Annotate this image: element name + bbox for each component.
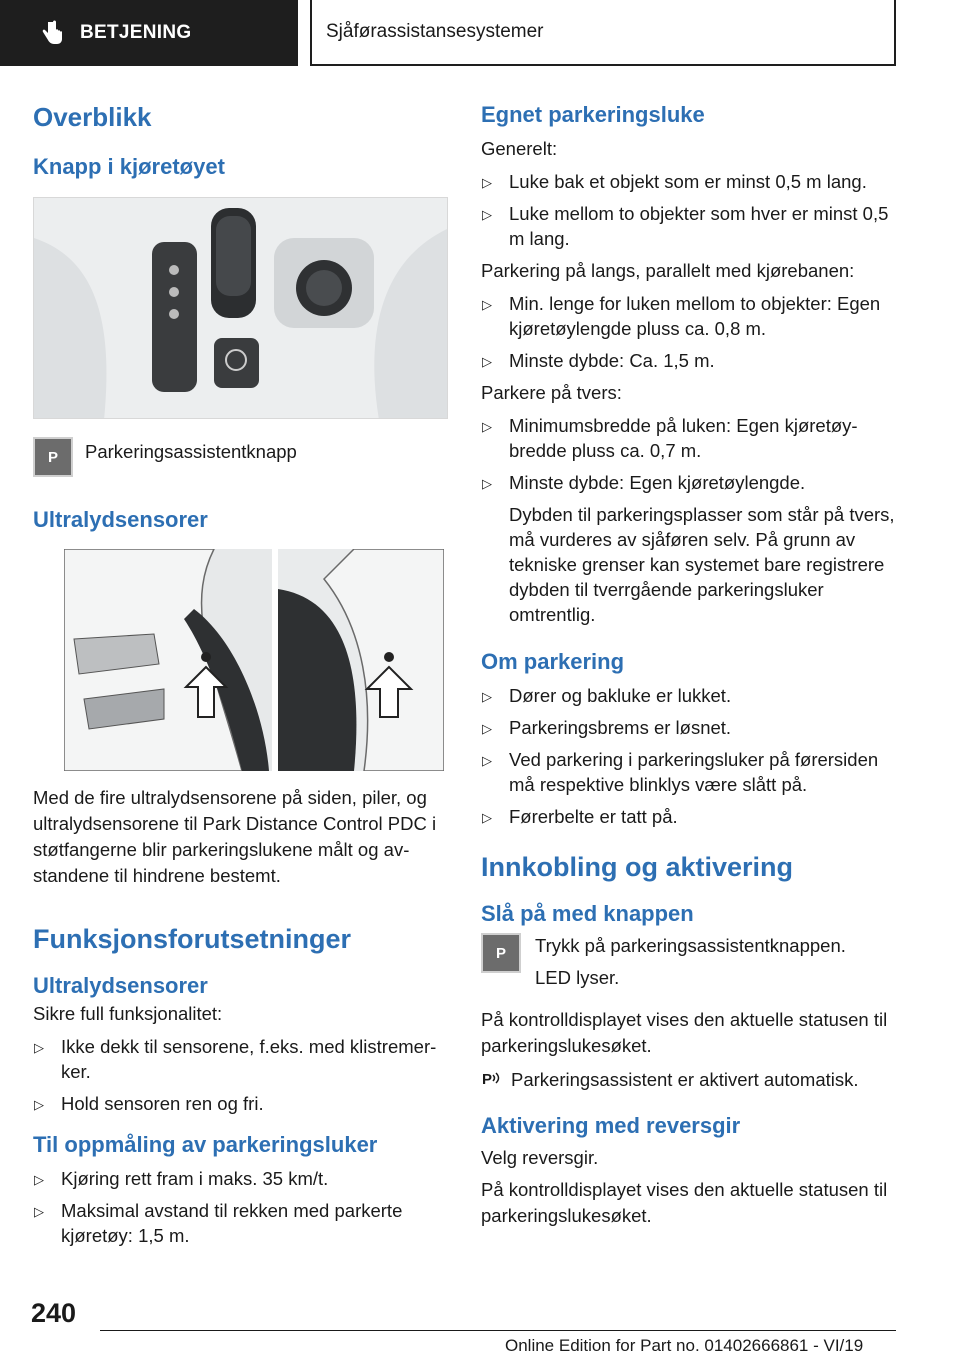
triangle-bullet-icon: ▷ (482, 476, 492, 491)
button-on-step2: LED lyser. (535, 967, 620, 988)
right-column (481, 100, 896, 1229)
reverse-text2: På kontrolldisplayet vises den aktuelle statusen til parkeringslukesøket. (481, 1179, 888, 1226)
list-item: ▷ Maksimal avstand til rekken med parkerte kjøretøy: 1,5 m. (34, 1200, 403, 1246)
button-caption: Parkeringsassistentknapp (85, 441, 297, 462)
reverse-text1: Velg reversgir. (481, 1147, 599, 1168)
section-label: BETJENING (80, 22, 192, 43)
list-item: ▷ Førerbelte er tatt på. (481, 804, 896, 829)
page-header (0, 0, 960, 66)
list-item: ▷ Minste dybde: Ca. 1,5 m. (481, 348, 896, 373)
cross-label: Parkere på tvers: (481, 382, 622, 403)
measure-list (33, 1166, 448, 1248)
general-list (481, 169, 896, 251)
function-list (33, 1034, 448, 1116)
triangle-bullet-icon: ▷ (34, 1172, 44, 1187)
button-legend (33, 437, 448, 477)
triangle-bullet-icon: ▷ (482, 689, 492, 704)
triangle-bullet-icon: ▷ (482, 207, 492, 222)
chapter-title: Sjåførassistansesystemer (326, 21, 544, 42)
triangle-bullet-icon: ▷ (482, 297, 492, 312)
list-item: ▷ Minste dybde: Egen kjøretøylengde. (481, 470, 896, 495)
triangle-bullet-icon: ▷ (482, 354, 492, 369)
parallel-label: Parkering på langs, parallelt med kjørebanen: (481, 260, 855, 281)
chapter-header (310, 0, 896, 66)
center-console-illustration (34, 198, 448, 419)
parking-assist-icon: P (481, 933, 521, 973)
sensor-photo (64, 549, 444, 771)
triangle-bullet-icon: ▷ (482, 810, 492, 825)
left-column (33, 100, 448, 1255)
active-text: Parkeringsassistent er aktivert automatisk. (511, 1069, 859, 1090)
parallel-list (481, 291, 896, 373)
triangle-bullet-icon: ▷ (34, 1040, 44, 1055)
triangle-bullet-icon: ▷ (482, 753, 492, 768)
list-item: ▷ Parkeringsbrems er løsnet. (481, 715, 896, 740)
ultrasonic-heading: Ultralydsensorer (33, 507, 208, 532)
function-subheading: Ultralydsensorer (33, 973, 208, 998)
list-item: ▷ Luke mellom to objekter som hver er minst 0,5 m lang. (482, 203, 889, 249)
button-heading: Knapp i kjøretøyet (33, 154, 225, 179)
button-on-step1: Trykk på parkeringsassistentknappen. (535, 935, 846, 956)
list-item: ▷ Dører og bakluke er lukket. (481, 683, 896, 708)
svg-text:P: P (482, 1071, 493, 1088)
list-item: ▷ Minimumsbredde på luken: Egen kjøretøybredde pluss ca. 0,7 m. (482, 415, 858, 461)
active-status (481, 1067, 896, 1093)
page-number: 240 (31, 1298, 77, 1328)
status-text: På kontrolldisplayet vises den aktuelle statusen til parkeringslukesøket. (481, 1009, 888, 1056)
function-heading: Funksjonsforutsetninger (33, 924, 352, 954)
ultrasonic-text: Med de fire ultralydsensorene på siden, piler, og ultralydsensorene til Park Distance Control PDC i støtfangerne blir parkeringslukene målt og avstandene til hindrene bestemt. (33, 787, 437, 886)
general-label: Generelt: (481, 138, 558, 159)
footer-divider (100, 1330, 896, 1331)
list-item: ▷ Hold sensoren ren og fri. (33, 1091, 448, 1116)
console-photo (33, 197, 448, 419)
triangle-bullet-icon: ▷ (34, 1204, 44, 1219)
parking-assist-icon: P (33, 437, 73, 477)
measure-heading: Til oppmåling av parkeringsluker (33, 1132, 378, 1157)
car-sensor-illustration (64, 549, 444, 771)
triangle-bullet-icon: ▷ (482, 721, 492, 736)
list-item: ▷ Ved parkering i parkeringsluker på førersiden må respektive blinklys være slått på. (482, 749, 879, 795)
triangle-bullet-icon: ▷ (482, 175, 492, 190)
button-on-step (481, 933, 896, 991)
parking-active-icon (481, 1067, 503, 1089)
suitable-heading: Egnet parkeringsluke (481, 102, 705, 127)
cross-list (481, 413, 896, 495)
list-item: ▷ Kjøring rett fram i maks. 35 km/t. (33, 1166, 448, 1191)
edition-text: Online Edition for Part no. 01402666861 - VI/19 (505, 1336, 864, 1355)
overview-heading: Overblikk (33, 102, 152, 132)
cross-note: Dybden til parkeringsplasser som står på tvers, må vurderes av sjåføren selv. På grunn av tekniske grenser kan systemet bare registrere dybden til tverrgående parkeringsluker omtrentlig. (509, 504, 895, 625)
list-item: ▷ Luke bak et objekt som er minst 0,5 m lang. (481, 169, 896, 194)
about-list (481, 683, 896, 829)
list-item: ▷ Ikke dekk til sensorene, f.eks. med klistremerker. (34, 1036, 437, 1082)
triangle-bullet-icon: ▷ (34, 1097, 44, 1112)
triangle-bullet-icon: ▷ (482, 419, 492, 434)
list-item: ▷ Min. lenge for luken mellom to objekter: Egen kjøretøylengde pluss ca. 0,8 m. (482, 293, 881, 339)
activation-heading: Innkobling og aktivering (481, 852, 794, 882)
function-intro: Sikre full funksjonalitet: (33, 1003, 223, 1024)
about-heading: Om parkering (481, 649, 625, 674)
hand-icon (40, 20, 64, 46)
reverse-heading: Aktivering med reversgir (481, 1113, 741, 1138)
button-on-heading: Slå på med knappen (481, 901, 694, 926)
section-tab (0, 0, 298, 66)
